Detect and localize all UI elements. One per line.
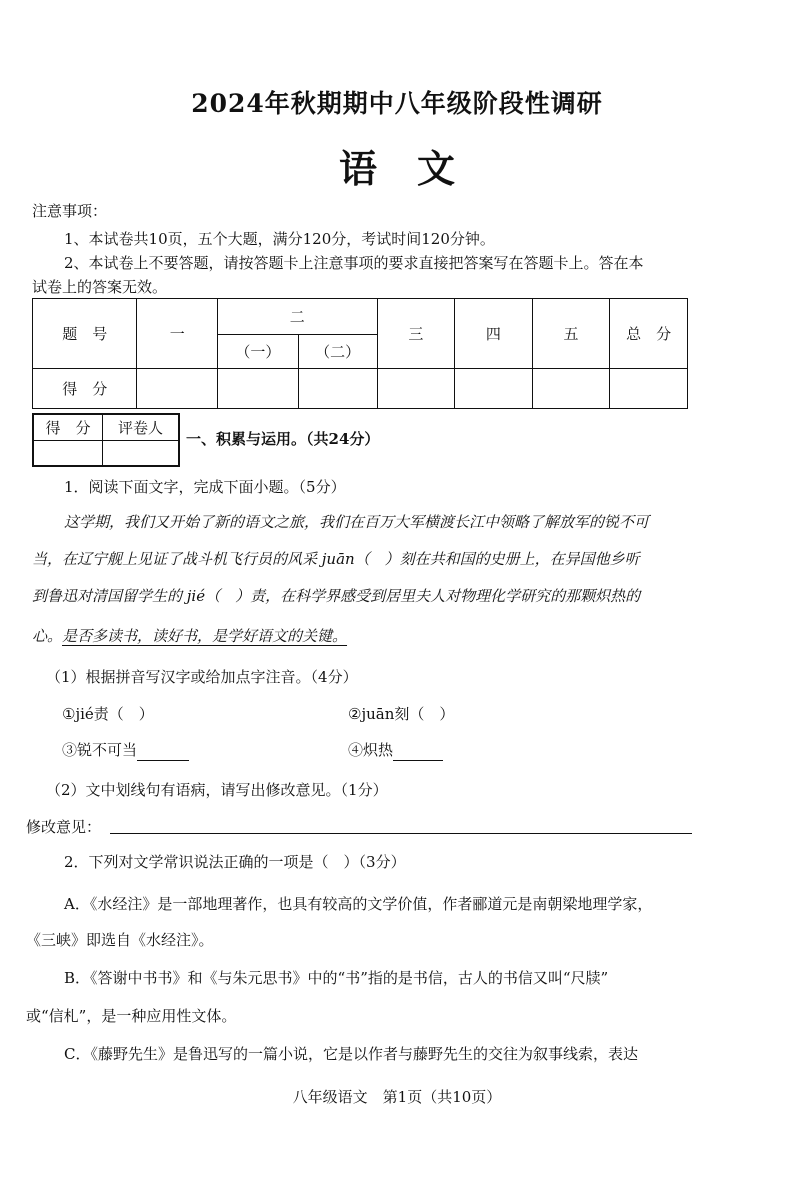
q1-passage-line-4-start: 心。 bbox=[32, 627, 63, 645]
q1-revise-answer-line[interactable] bbox=[110, 833, 692, 834]
score-col-4: 四 bbox=[455, 299, 533, 369]
q1-sub-1: （1）根据拼音写汉字或给加点字注音。（4分） bbox=[46, 668, 358, 686]
notice-heading: 注意事项： bbox=[32, 202, 108, 220]
grader-name-cell bbox=[103, 440, 180, 466]
exam-title: 2024年秋期期中八年级阶段性调研 bbox=[191, 89, 603, 118]
score-col-3: 三 bbox=[377, 299, 455, 369]
q1-sub-2: （2）文中划线句有语病，请写出修改意见。（1分） bbox=[46, 781, 388, 799]
score-cell-total bbox=[610, 369, 688, 409]
q1-passage-line-3: 到鲁迅对清国留学生的 jié（ ）责，在科学界感受到居里夫人对物理化学研究的那颗炽热的 bbox=[32, 587, 641, 605]
score-col-2b: （二） bbox=[298, 335, 377, 369]
score-row-label: 得 分 bbox=[33, 369, 137, 409]
q1-passage-line-4 bbox=[32, 625, 347, 647]
q2-option-b-line-1: B．《答谢中书书》和《与朱元思书》中的“书”指的是书信，古人的书信又叫“尺牍” bbox=[64, 969, 609, 987]
score-cell-5 bbox=[532, 369, 610, 409]
score-col-2: 二 bbox=[218, 299, 378, 335]
q1-option-3-row bbox=[62, 739, 189, 761]
q1-stem: 1．阅读下面文字，完成下面小题。（5分） bbox=[64, 478, 346, 496]
score-cell-3 bbox=[377, 369, 455, 409]
score-col-5: 五 bbox=[532, 299, 610, 369]
q1-passage-line-1: 这学期，我们又开始了新的语文之旅，我们在百万大军横渡长江中领略了解放军的锐不可 bbox=[64, 513, 650, 531]
score-table bbox=[32, 298, 688, 409]
exam-subject: 语文 bbox=[338, 146, 495, 191]
score-col-1: 一 bbox=[137, 299, 218, 369]
notice-item-1: 1、本试卷共10页，五个大题，满分120分，考试时间120分钟。 bbox=[64, 230, 495, 248]
score-cell-1 bbox=[137, 369, 218, 409]
q1-option-4-row bbox=[348, 739, 443, 761]
score-col-2a: （一） bbox=[218, 335, 299, 369]
q1-revise-label: 修改意见： bbox=[26, 818, 102, 836]
grader-label: 评卷人 bbox=[103, 414, 180, 440]
q2-option-c-line-1: C．《藤野先生》是鲁迅写的一篇小说，它是以作者与藤野先生的交往为叙事线索，表达 bbox=[64, 1045, 638, 1063]
q2-option-b-line-2: 或“信札”，是一种应用性文体。 bbox=[26, 1007, 237, 1025]
score-cell-4 bbox=[455, 369, 533, 409]
score-table-row-label: 题 号 bbox=[33, 299, 137, 369]
page-footer: 八年级语文 第1页（共10页） bbox=[292, 1088, 502, 1106]
score-col-total: 总 分 bbox=[610, 299, 688, 369]
notice-item-2-line-2: 试卷上的答案无效。 bbox=[32, 278, 168, 296]
q1-option-4: ④炽热 bbox=[348, 741, 394, 759]
score-cell-2a bbox=[218, 369, 299, 409]
notice-item-2-line-1: 2、本试卷上不要答题，请按答题卡上注意事项的要求直接把答案写在答题卡上。答在本 bbox=[64, 254, 644, 272]
q1-option-4-blank[interactable] bbox=[393, 760, 443, 761]
q1-option-3: ③锐不可当 bbox=[62, 741, 138, 759]
q1-underlined-sentence: 是否多读书，读好书，是学好语文的关键。 bbox=[62, 627, 348, 645]
q2-option-a-line-2: 《三峡》即选自《水经注》。 bbox=[26, 931, 214, 949]
q1-passage-line-2: 当，在辽宁舰上见证了战斗机飞行员的风采 juān（ ）刻在共和国的史册上，在异国他乡听 bbox=[32, 550, 640, 568]
grader-box bbox=[32, 413, 180, 467]
q1-option-1: ①jié责（ ） bbox=[62, 705, 154, 723]
grader-score-label: 得 分 bbox=[33, 414, 103, 440]
q1-option-2: ②juān刻（ ） bbox=[348, 705, 455, 723]
grader-score-cell bbox=[33, 440, 103, 466]
section-1-heading: 一、积累与运用。（共24分） bbox=[186, 430, 380, 448]
q1-option-3-blank[interactable] bbox=[137, 760, 189, 761]
q2-option-a-line-1: A．《水经注》是一部地理著作，也具有较高的文学价值，作者郦道元是南朝梁地理学家， bbox=[64, 895, 653, 913]
q2-stem: 2．下列对文学常识说法正确的一项是（ ）（3分） bbox=[64, 853, 406, 871]
score-cell-2b bbox=[298, 369, 377, 409]
